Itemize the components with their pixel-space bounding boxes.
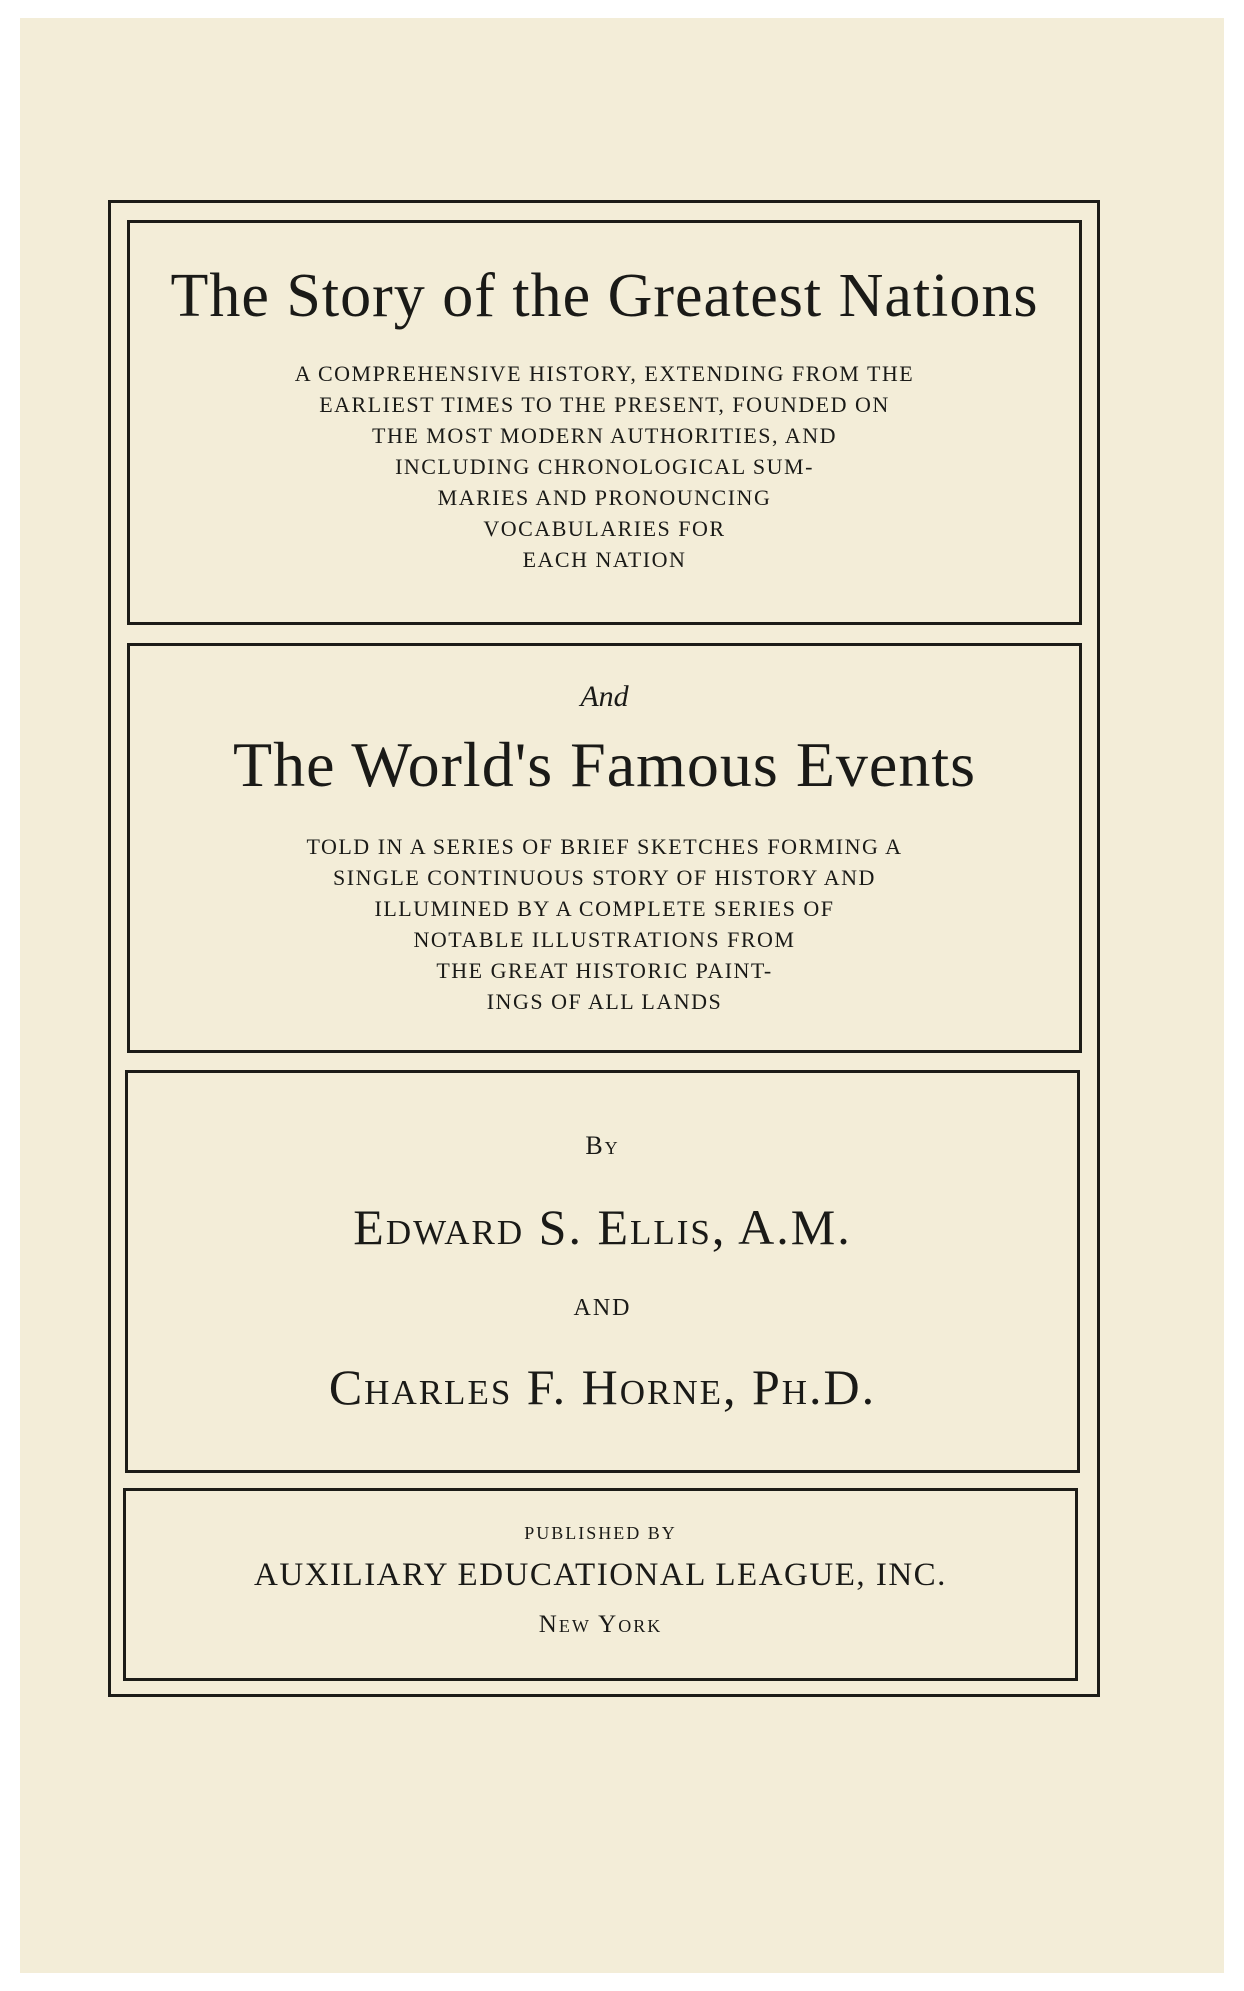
events-title: The World's Famous Events	[232, 729, 977, 800]
description-line: EARLIEST TIMES TO THE PRESENT, FOUNDED ON	[319, 392, 890, 417]
description-line: TOLD IN A SERIES OF BRIEF SKETCHES FORMING A	[306, 834, 903, 859]
published-by-label: PUBLISHED BY	[524, 1523, 677, 1543]
description-line: INCLUDING CHRONOLOGICAL SUM-	[395, 454, 814, 479]
description-line: MARIES AND PRONOUNCING	[437, 485, 772, 510]
conjunction-and: And	[580, 680, 629, 713]
and-label: AND	[573, 1295, 632, 1321]
publisher-name: AUXILIARY EDUCATIONAL LEAGUE, INC.	[254, 1557, 947, 1593]
title-panel	[127, 220, 1082, 625]
events-description	[130, 831, 1079, 1017]
publisher-panel	[123, 1488, 1078, 1681]
by-label: By	[585, 1131, 620, 1160]
description-line: THE MOST MODERN AUTHORITIES, AND	[372, 423, 837, 448]
author-ellis: Edward S. Ellis, A.M.	[353, 1199, 852, 1255]
description-line: A COMPREHENSIVE HISTORY, EXTENDING FROM THE	[294, 361, 915, 386]
description-line: INGS OF ALL LANDS	[486, 989, 723, 1014]
description-line: SINGLE CONTINUOUS STORY OF HISTORY AND	[333, 865, 876, 890]
events-panel	[127, 643, 1082, 1053]
authors-panel	[125, 1070, 1080, 1473]
book-title: The Story of the Greatest Nations	[170, 262, 1039, 330]
title-description	[130, 358, 1079, 575]
author-horne: Charles F. Horne, Ph.D.	[328, 1359, 877, 1415]
description-line: NOTABLE ILLUSTRATIONS FROM	[413, 927, 796, 952]
publisher-city: New York	[538, 1611, 663, 1638]
description-line: ILLUMINED BY A COMPLETE SERIES OF	[374, 896, 835, 921]
description-line: VOCABULARIES FOR	[483, 516, 726, 541]
description-line: THE GREAT HISTORIC PAINT-	[436, 958, 773, 983]
description-line: EACH NATION	[522, 547, 687, 572]
